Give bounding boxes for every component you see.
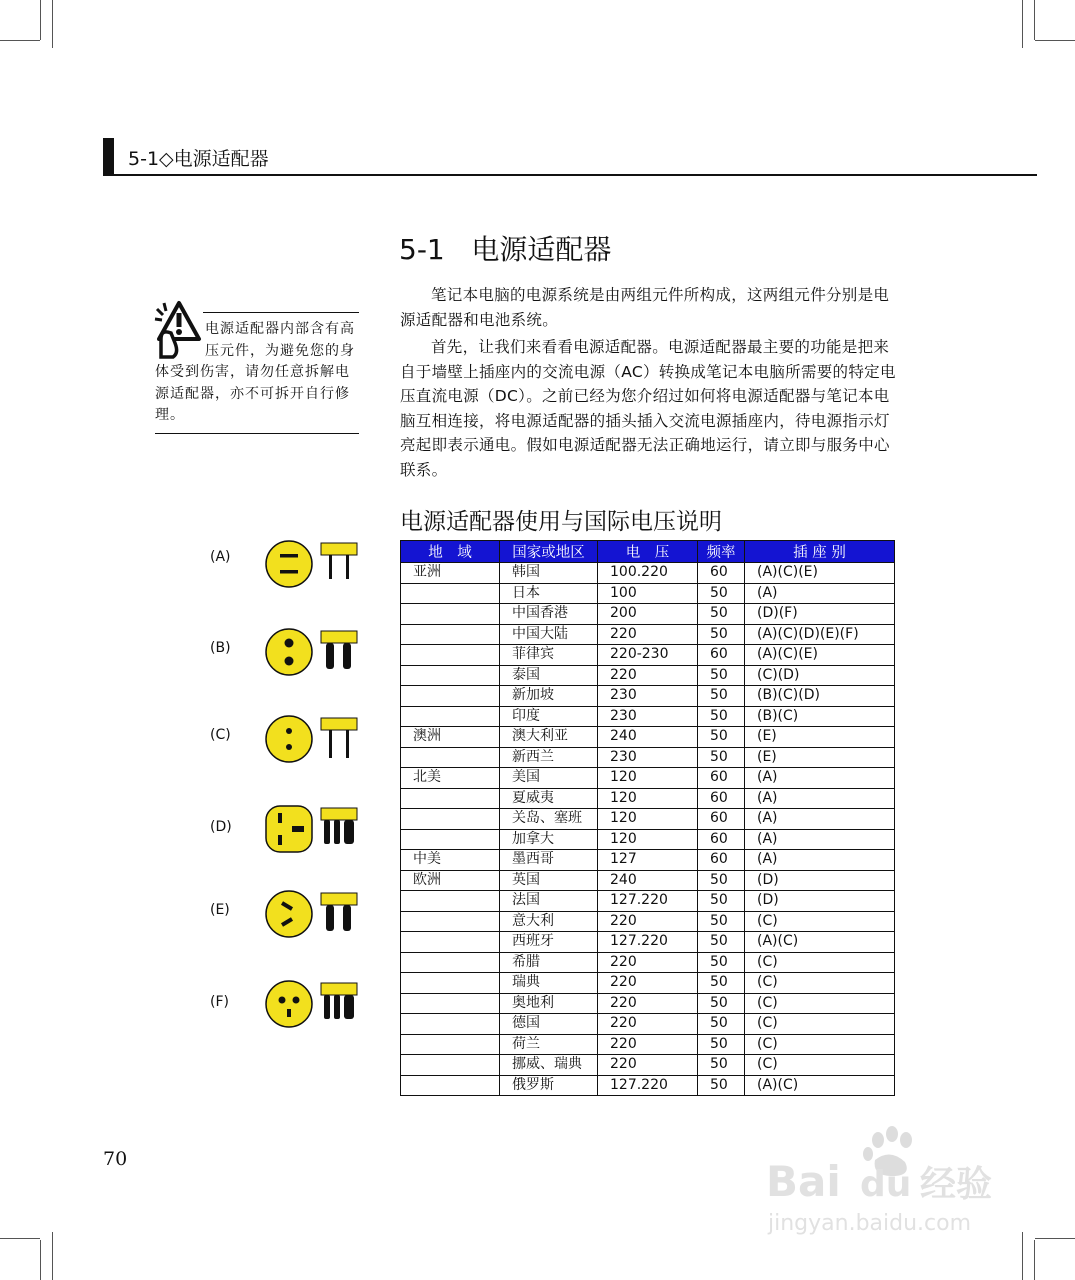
header-country: 国家或地区 [500,541,598,563]
plug-label-e: (E) [210,902,230,918]
cell-socket: (A)(C)(D)(E)(F) [745,624,895,645]
cell-country: 新加坡 [500,686,598,707]
crop-mark [1034,0,1035,40]
cell-voltage: 230 [598,686,698,707]
header-frequency: 频率 [698,541,745,563]
table-row [401,727,895,748]
cell-region [401,809,500,830]
crop-mark [52,1232,53,1280]
plug-a-side-icon [320,539,360,589]
cell-frequency: 50 [698,1034,745,1055]
header-voltage: 电 压 [598,541,698,563]
cell-voltage: 220-230 [598,645,698,666]
cell-voltage: 127.220 [598,932,698,953]
paragraph-intro: 笔记本电脑的电源系统是由两组元件所构成，这两组元件分别是电源适配器和电池系统。 [400,286,890,329]
cell-region [401,645,500,666]
cell-voltage: 127.220 [598,1075,698,1096]
cell-region [401,952,500,973]
crop-mark [1034,1240,1035,1280]
warning-note [155,312,359,434]
plug-f-icon [264,979,314,1029]
cell-country: 挪威、瑞典 [500,1055,598,1076]
cell-country: 韩国 [500,563,598,584]
cell-country: 夏威夷 [500,788,598,809]
table-row [401,604,895,625]
cell-region [401,973,500,994]
cell-region [401,932,500,953]
cell-voltage: 127 [598,850,698,871]
plug-label-c: (C) [210,727,231,743]
watermark-brand-du: du [860,1164,912,1205]
table-row [401,891,895,912]
cell-socket: (A) [745,829,895,850]
cell-socket: (C) [745,1014,895,1035]
plug-b-icon [264,627,314,677]
cell-voltage: 220 [598,665,698,686]
cell-socket: (D) [745,891,895,912]
cell-voltage: 120 [598,809,698,830]
cell-country: 希腊 [500,952,598,973]
watermark-brand: Bai [766,1157,841,1206]
cell-socket: (A) [745,809,895,830]
table-row [401,973,895,994]
cell-frequency: 50 [698,665,745,686]
plug-c-side-icon [320,714,360,764]
cell-region: 亚洲 [401,563,500,584]
cell-country: 英国 [500,870,598,891]
cell-voltage: 220 [598,1055,698,1076]
cell-region [401,891,500,912]
cell-region: 欧洲 [401,870,500,891]
cell-frequency: 60 [698,850,745,871]
plug-d-icon [264,804,314,854]
warning-note-text: 电源适配器内部含有高压元件，为避免您的身体受到伤害，请勿任意拆解电源适配器，亦不可拆开自行修理。 [155,321,355,423]
cell-socket: (D) [745,870,895,891]
table-row [401,706,895,727]
plug-label-b: (B) [210,640,231,656]
cell-frequency: 50 [698,973,745,994]
plug-a-icon [264,539,314,589]
crop-mark [1035,1238,1075,1239]
cell-socket: (A)(C) [745,1075,895,1096]
running-header-rule [103,174,1037,176]
plug-d-side-icon [320,804,360,854]
cell-country: 印度 [500,706,598,727]
cell-voltage: 220 [598,1014,698,1035]
cell-region [401,686,500,707]
crop-mark [40,0,41,40]
table-row [401,850,895,871]
cell-frequency: 50 [698,1075,745,1096]
table-row [401,563,895,584]
table-header-row [401,541,895,563]
table-row [401,1014,895,1035]
crop-mark [1035,40,1075,41]
plug-label-a: (A) [210,549,231,565]
cell-socket: (B)(C) [745,706,895,727]
cell-region [401,788,500,809]
cell-voltage: 220 [598,952,698,973]
table-row [401,686,895,707]
cell-voltage: 230 [598,706,698,727]
table-row [401,952,895,973]
cell-socket: (A)(C)(E) [745,645,895,666]
cell-socket: (E) [745,747,895,768]
cell-voltage: 220 [598,911,698,932]
cell-country: 关岛、塞班 [500,809,598,830]
table-row [401,993,895,1014]
cell-voltage: 100 [598,583,698,604]
crop-mark [40,1240,41,1280]
cell-region [401,1055,500,1076]
cell-country: 泰国 [500,665,598,686]
table-row [401,1034,895,1055]
table-row [401,747,895,768]
cell-frequency: 50 [698,891,745,912]
cell-socket: (D)(F) [745,604,895,625]
cell-frequency: 50 [698,706,745,727]
cell-frequency: 60 [698,768,745,789]
cell-country: 加拿大 [500,829,598,850]
crop-mark [1022,0,1023,48]
baidu-watermark-logo [760,1120,1020,1240]
section-title: 5-1 电源适配器 [399,233,612,266]
cell-region [401,911,500,932]
cell-frequency: 60 [698,645,745,666]
cell-socket: (E) [745,727,895,748]
cell-region [401,706,500,727]
watermark-suffix: 经验 [920,1164,993,1205]
cell-country: 荷兰 [500,1034,598,1055]
cell-voltage: 220 [598,1034,698,1055]
cell-socket: (C) [745,993,895,1014]
cell-country: 意大利 [500,911,598,932]
cell-frequency: 50 [698,624,745,645]
cell-region [401,1034,500,1055]
table-row [401,665,895,686]
running-header-bar [103,138,114,176]
cell-region: 澳洲 [401,727,500,748]
crop-mark [52,0,53,48]
cell-frequency: 50 [698,932,745,953]
plug-f-side-icon [320,979,360,1029]
cell-voltage: 240 [598,727,698,748]
cell-socket: (A)(C)(E) [745,563,895,584]
cell-frequency: 60 [698,788,745,809]
table-row [401,1075,895,1096]
table-row [401,1055,895,1076]
watermark-url: jingyan.baidu.com [768,1211,972,1236]
plug-label-d: (D) [210,819,232,835]
paragraph-adapter: 首先，让我们来看看电源适配器。电源适配器最主要的功能是把来自于墙壁上插座内的交流电源（AC）转换成笔记本电脑所需要的特定电压直流电源（DC）。之前已经为您介绍过如何将电源适配器与笔记本电脑互相连接，将电源适配器的插头插入交流电源插座内，待电源指示灯亮起即表示通电。假如电源适配器无法正确地运行，请立即与服务中心联系。 [400,338,896,479]
cell-frequency: 50 [698,870,745,891]
cell-frequency: 50 [698,686,745,707]
cell-region [401,1014,500,1035]
cell-socket: (A)(C) [745,932,895,953]
running-header-title: 5-1◇电源适配器 [128,148,269,170]
cell-frequency: 50 [698,911,745,932]
cell-region [401,665,500,686]
cell-region [401,583,500,604]
cell-country: 美国 [500,768,598,789]
cell-voltage: 240 [598,870,698,891]
cell-voltage: 120 [598,768,698,789]
cell-socket: (B)(C)(D) [745,686,895,707]
plug-label-f: (F) [210,994,229,1010]
cell-socket: (C)(D) [745,665,895,686]
table-row [401,788,895,809]
cell-frequency: 50 [698,952,745,973]
table-row [401,583,895,604]
table-row [401,870,895,891]
cell-country: 中国大陆 [500,624,598,645]
cell-country: 菲律宾 [500,645,598,666]
cell-frequency: 60 [698,829,745,850]
header-region: 地 域 [401,541,500,563]
cell-socket: (C) [745,952,895,973]
crop-mark [1022,1232,1023,1280]
cell-voltage: 220 [598,993,698,1014]
cell-socket: (C) [745,1055,895,1076]
cell-voltage: 127.220 [598,891,698,912]
crop-mark [0,40,40,41]
cell-socket: (A) [745,788,895,809]
cell-region: 北美 [401,768,500,789]
table-row [401,768,895,789]
cell-country: 德国 [500,1014,598,1035]
plug-c-icon [264,714,314,764]
cell-voltage: 120 [598,788,698,809]
cell-country: 澳大利亚 [500,727,598,748]
cell-socket: (A) [745,850,895,871]
cell-region [401,747,500,768]
cell-country: 新西兰 [500,747,598,768]
header-socket: 插 座 别 [745,541,895,563]
cell-region [401,604,500,625]
cell-country: 奥地利 [500,993,598,1014]
cell-country: 西班牙 [500,932,598,953]
cell-socket: (A) [745,583,895,604]
crop-mark [0,1238,40,1239]
table-row [401,624,895,645]
table-row [401,829,895,850]
cell-socket: (C) [745,973,895,994]
cell-region [401,993,500,1014]
table-row [401,645,895,666]
cell-frequency: 50 [698,993,745,1014]
cell-country: 瑞典 [500,973,598,994]
cell-voltage: 220 [598,624,698,645]
cell-voltage: 120 [598,829,698,850]
cell-country: 法国 [500,891,598,912]
cell-socket: (A) [745,768,895,789]
table-row [401,932,895,953]
cell-frequency: 50 [698,1014,745,1035]
page-number: 70 [103,1148,128,1170]
cell-region [401,624,500,645]
cell-socket: (C) [745,1034,895,1055]
cell-voltage: 200 [598,604,698,625]
cell-frequency: 50 [698,1055,745,1076]
plug-e-icon [264,889,314,939]
cell-frequency: 60 [698,563,745,584]
plug-b-side-icon [320,627,360,677]
cell-frequency: 50 [698,747,745,768]
voltage-table [400,540,895,1096]
cell-country: 俄罗斯 [500,1075,598,1096]
cell-frequency: 50 [698,604,745,625]
cell-frequency: 60 [698,809,745,830]
cell-socket: (C) [745,911,895,932]
table-row [401,809,895,830]
cell-region [401,1075,500,1096]
cell-region: 中美 [401,850,500,871]
cell-country: 日本 [500,583,598,604]
cell-voltage: 230 [598,747,698,768]
cell-voltage: 220 [598,973,698,994]
table-title: 电源适配器使用与国际电压说明 [400,509,722,535]
plug-e-side-icon [320,889,360,939]
cell-country: 墨西哥 [500,850,598,871]
cell-voltage: 100.220 [598,563,698,584]
table-row [401,911,895,932]
cell-region [401,829,500,850]
cell-frequency: 50 [698,583,745,604]
cell-country: 中国香港 [500,604,598,625]
cell-frequency: 50 [698,727,745,748]
